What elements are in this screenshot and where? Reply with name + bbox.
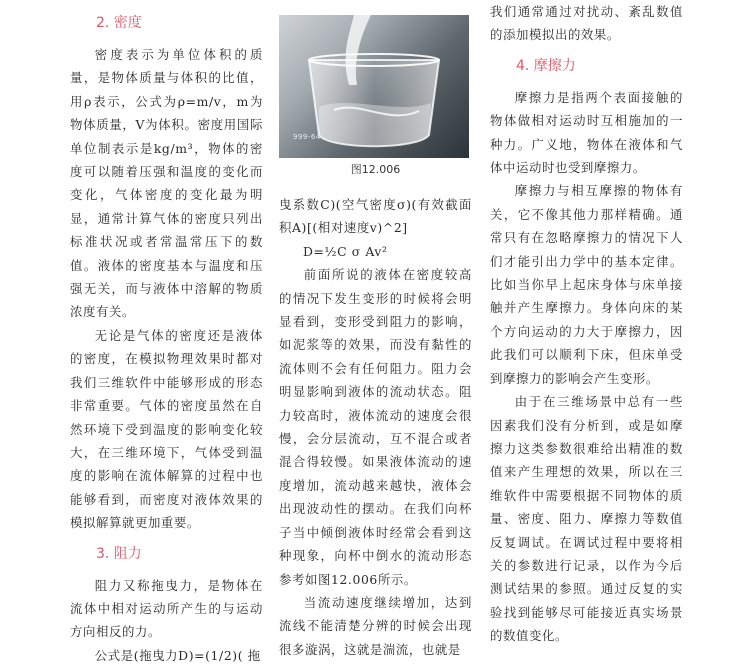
section-heading-density: 2. 密度 [96, 15, 142, 31]
density-paragraph-2: 无论是气体的密度还是液体的密度，在模拟物理效果时都对我们三维软件中能够形成的形态非常重要。气体的密度虽然在自然环境下受到温度的影响变化较大，在三维环境下，气体受到温度的影响在流体解算的过程中也能够看到，而密度对液体效果的模拟解算就更加重要。 [70, 327, 263, 531]
drag-paragraph-1: 阻力又称拖曳力，是物体在流体中相对运动所产生的与运动方向相反的力。 [70, 577, 263, 640]
photo-id-label: 999-64 [293, 132, 321, 141]
drag-paragraph-3: 当流动速度继续增加，达到流线不能清楚分辨的时候会出现很多漩涡，这就是湍流，也就是 [279, 594, 472, 657]
friction-paragraph-3: 由于在三维场景中总有一些因素我们没有分析到，或是如摩擦力这类参数很难给出精准的数值来产生理想的效果，所以在三维软件中需要根据不同物体的质量、密度、阻力、摩擦力等数值反复调试。在调试过程中要将相关的参数进行记录，以作为今后测试结果的参照。通过反复的实验找到能够尽可能接近真实场景的数值变化。 [490, 394, 683, 644]
drag-formula-continued: 曳系数C)(空气密度σ)(有效截面积A)[(相对速度v)^2] [279, 197, 472, 236]
column-middle [279, 0, 472, 661]
drag-formula: D=½C σ Av² [303, 243, 388, 259]
drag-formula-intro: 公式是(拖曳力D)=(1/2)( 拖 [94, 647, 261, 663]
water-glass-photo [279, 15, 469, 158]
column-right [490, 0, 683, 648]
density-paragraph-1: 密度表示为单位体积的质量，是物体质量与体积的比值，用ρ表示，公式为ρ=m/v，m为物体质量，V为体积。密度用国际单位制表示是kg/m³，物体的密度可以随着压强和温度的变化而变化，气体密度的变化最为明显，通常计算气体的密度只列出标准状况或者常温常压下的数值。液体的密度基本与温度和压强无关，而与液体中溶解的物质浓度有关。 [70, 47, 263, 320]
figure-caption: 图12.006 [350, 163, 401, 176]
drag-paragraph-2: 前面所说的液体在密度较高的情况下发生变形的时候将会明显看到，变形受到阻力的影响，如泥浆等的效果，而没有黏性的流体则不会有任何阻力。阻力会明显影响到液体的流动状态。阻力较高时，液体流动的速度会很慢，会分层流动，互不混合或者混合得较慢。如果液体流动的速度增加，流动越来越快，液体会出现波动性的摆动。在我们向杯子当中倾倒液体时经常会看到这种现象，向杯中倒水的流动形态参考如图12.006所示。 [279, 267, 472, 587]
column-left [70, 0, 263, 667]
section-heading-friction: 4. 摩擦力 [516, 57, 576, 74]
section-heading-drag: 3. 阻力 [96, 545, 142, 562]
friction-paragraph-1: 摩擦力是指两个表面接触的物体做相对运动时互相施加的一种力。广义地，物体在液体和气体中运动时也受到摩擦力。 [490, 89, 683, 176]
turbulence-paragraph-end: 我们通常通过对扰动、紊乱数值的添加模拟出的效果。 [490, 4, 683, 43]
friction-paragraph-2: 摩擦力与相互摩擦的物体有关，它不像其他力那样精确。通常只有在忽略摩擦力的情况下人们才能引出力学中的基本定律。比如当你早上起床身体与床单接触并产生摩擦力。身体向床的某个方向运动的力大于摩擦力，因此我们可以顺利下床，但床单受到摩擦力的影响会产生变形。 [490, 183, 683, 386]
